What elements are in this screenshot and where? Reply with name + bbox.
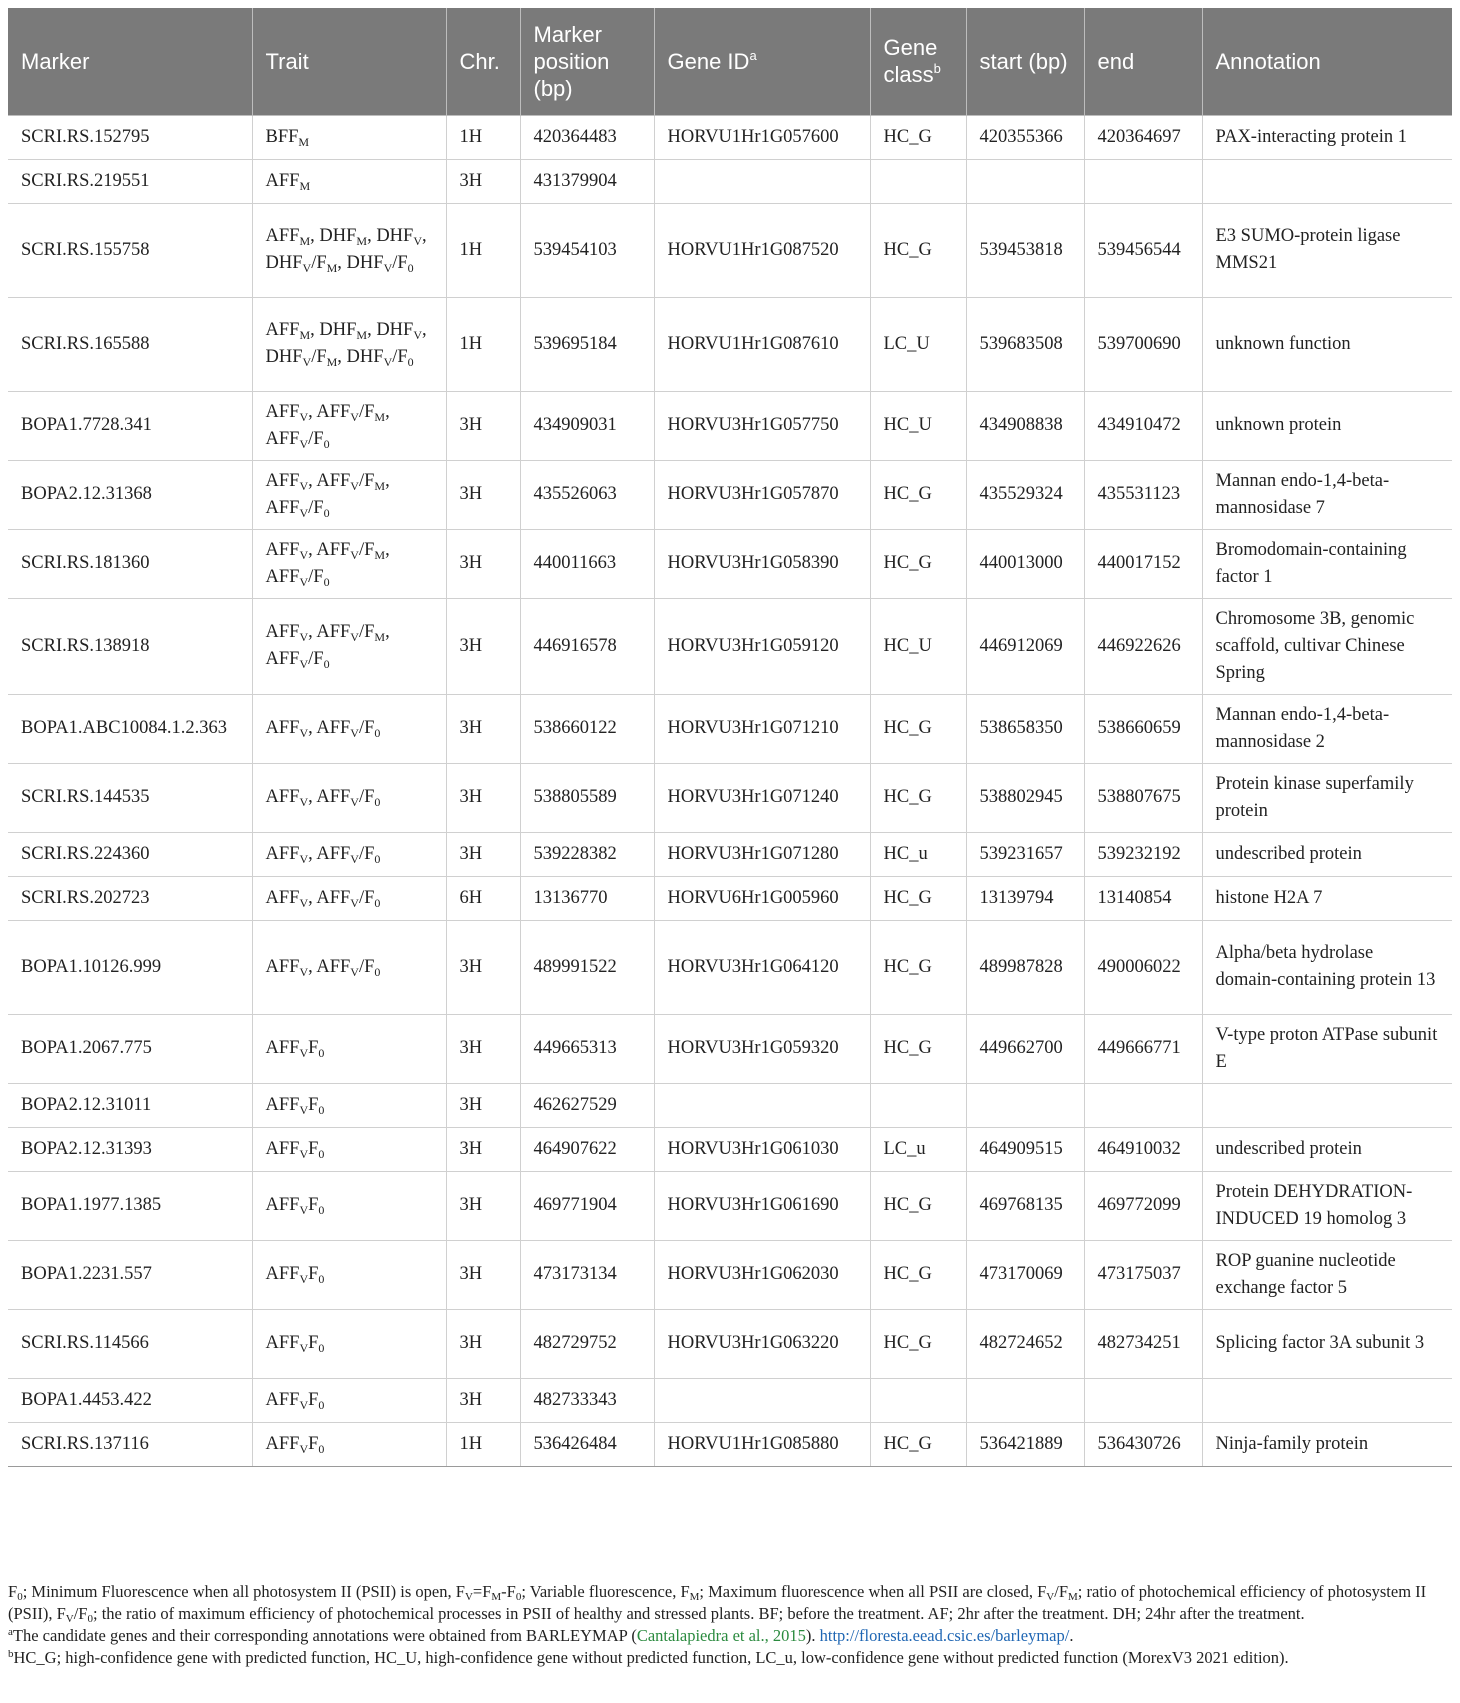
cell-end: 440017152 <box>1084 529 1202 598</box>
cell-gene-class: LC_u <box>870 1127 966 1171</box>
cell-trait: $AFF_V$, $AFF_V/F_0$ <box>252 876 446 920</box>
cell-start: 482724652 <box>966 1309 1084 1378</box>
cell-gene-id: HORVU3Hr1G059120 <box>654 598 870 694</box>
cell-trait: $AFF_VF_0$ <box>252 1378 446 1422</box>
cell-annotation: unknown protein <box>1202 391 1452 460</box>
cell-start: 539683508 <box>966 297 1084 391</box>
cell-start: 489987828 <box>966 920 1084 1014</box>
col-header-trait: Trait <box>252 8 446 115</box>
cell-marker: BOPA1.7728.341 <box>8 391 252 460</box>
cell-annotation: Alpha/beta hydrolase domain-containing protein 13 <box>1202 920 1452 1014</box>
cell-position: 446916578 <box>520 598 654 694</box>
table-row <box>8 832 1452 876</box>
col-header-end: end <box>1084 8 1202 115</box>
cell-marker: BOPA1.2067.775 <box>8 1014 252 1083</box>
cell-annotation: undescribed protein <box>1202 832 1452 876</box>
table-row <box>8 1127 1452 1171</box>
cell-end: 538807675 <box>1084 763 1202 832</box>
cell-gene-class: HC_G <box>870 694 966 763</box>
cell-gene-class: HC_G <box>870 876 966 920</box>
cell-start: 539453818 <box>966 203 1084 297</box>
cell-gene-id: HORVU3Hr1G057750 <box>654 391 870 460</box>
cell-start <box>966 1378 1084 1422</box>
cell-end: 446922626 <box>1084 598 1202 694</box>
table-row <box>8 1083 1452 1127</box>
cell-marker: SCRI.RS.155758 <box>8 203 252 297</box>
cell-annotation <box>1202 1083 1452 1127</box>
cell-marker: SCRI.RS.219551 <box>8 159 252 203</box>
cell-start: 13139794 <box>966 876 1084 920</box>
cell-trait: $BFF_M$ <box>252 115 446 159</box>
cell-end: 536430726 <box>1084 1422 1202 1466</box>
footnote-abbreviations: $F_0$; Minimum Fluorescence when all photosystem II (PSII) is open, $F_V=F_M-F_0$; Variable fluorescence, $F_M$; Maximum fluorescence when all PSII are closed, $F_V/F_M$; ratio of photochemical efficiency of photosystem II (PSII), $F_V/F_0$; the ratio of maximum efficiency of photochemical processes in PSII of healthy and stressed plants. BF; before the treatment. AF; 2hr after the treatment. DH; 24hr after the treatment. <box>8 1582 1427 1625</box>
cell-start: 473170069 <box>966 1240 1084 1309</box>
cell-position: 431379904 <box>520 159 654 203</box>
cell-marker: SCRI.RS.165588 <box>8 297 252 391</box>
cell-end <box>1084 1378 1202 1422</box>
cell-start: 434908838 <box>966 391 1084 460</box>
cell-gene-class <box>870 1378 966 1422</box>
cell-trait: $AFF_VF_0$ <box>252 1127 446 1171</box>
cell-marker: BOPA2.12.31011 <box>8 1083 252 1127</box>
cell-gene-id: HORVU3Hr1G071240 <box>654 763 870 832</box>
cell-marker: SCRI.RS.144535 <box>8 763 252 832</box>
cell-position: 473173134 <box>520 1240 654 1309</box>
cell-marker: SCRI.RS.202723 <box>8 876 252 920</box>
cell-gene-id: HORVU1Hr1G087610 <box>654 297 870 391</box>
cell-gene-id: HORVU3Hr1G063220 <box>654 1309 870 1378</box>
cell-position: 539454103 <box>520 203 654 297</box>
cell-chr: 1H <box>446 115 520 159</box>
table-row <box>8 1014 1452 1083</box>
barleymap-url-link[interactable]: http://floresta.eead.csic.es/barleymap/ <box>819 1626 1070 1645</box>
cell-chr: 1H <box>446 1422 520 1466</box>
cell-annotation: Chromosome 3B, genomic scaffold, cultivar Chinese Spring <box>1202 598 1452 694</box>
table-row <box>8 763 1452 832</box>
cell-trait: $AFF_VF_0$ <box>252 1171 446 1240</box>
col-header-chr: Chr. <box>446 8 520 115</box>
col-header-marker-position: Marker position (bp) <box>520 8 654 115</box>
cell-annotation: PAX-interacting protein 1 <box>1202 115 1452 159</box>
cell-chr: 6H <box>446 876 520 920</box>
cell-gene-class: HC_G <box>870 529 966 598</box>
table-row <box>8 115 1452 159</box>
table-row <box>8 694 1452 763</box>
cell-gene-class: HC_G <box>870 203 966 297</box>
cell-marker: BOPA2.12.31393 <box>8 1127 252 1171</box>
cell-marker: BOPA1.ABC10084.1.2.363 <box>8 694 252 763</box>
cell-annotation: Bromodomain-containing factor 1 <box>1202 529 1452 598</box>
cell-end <box>1084 1083 1202 1127</box>
cell-gene-id <box>654 159 870 203</box>
cell-start: 440013000 <box>966 529 1084 598</box>
cell-marker: SCRI.RS.114566 <box>8 1309 252 1378</box>
cell-gene-id: HORVU3Hr1G058390 <box>654 529 870 598</box>
cell-gene-class: HC_G <box>870 460 966 529</box>
cell-gene-class: HC_u <box>870 832 966 876</box>
cell-start: 536421889 <box>966 1422 1084 1466</box>
cell-annotation: Mannan endo-1,4-beta-mannosidase 2 <box>1202 694 1452 763</box>
table-row <box>8 1378 1452 1422</box>
col-header-gene-class: Gene class$^b$ <box>870 8 966 115</box>
cell-position: 489991522 <box>520 920 654 1014</box>
cell-trait: $AFF_V$, $AFF_V/F_0$ <box>252 832 446 876</box>
cell-gene-id: HORVU3Hr1G061030 <box>654 1127 870 1171</box>
cell-end <box>1084 159 1202 203</box>
cell-annotation: histone H2A 7 <box>1202 876 1452 920</box>
table-row <box>8 598 1452 694</box>
cell-annotation: V-type proton ATPase subunit E <box>1202 1014 1452 1083</box>
cell-start: 449662700 <box>966 1014 1084 1083</box>
cell-position: 482729752 <box>520 1309 654 1378</box>
cell-chr: 3H <box>446 1240 520 1309</box>
cell-position: 539695184 <box>520 297 654 391</box>
cell-gene-class: HC_G <box>870 115 966 159</box>
cell-chr: 3H <box>446 694 520 763</box>
table-row <box>8 159 1452 203</box>
cell-end: 539700690 <box>1084 297 1202 391</box>
table-row <box>8 391 1452 460</box>
table-row <box>8 460 1452 529</box>
cell-start: 435529324 <box>966 460 1084 529</box>
cell-position: 539228382 <box>520 832 654 876</box>
cell-annotation: Ninja-family protein <box>1202 1422 1452 1466</box>
cell-annotation: unknown function <box>1202 297 1452 391</box>
cell-trait: $AFF_M$ <box>252 159 446 203</box>
cell-annotation <box>1202 159 1452 203</box>
candidate-genes-table <box>8 8 1452 1467</box>
cell-gene-id: HORVU3Hr1G064120 <box>654 920 870 1014</box>
cell-gene-id: HORVU1Hr1G085880 <box>654 1422 870 1466</box>
table-row <box>8 1171 1452 1240</box>
table-row <box>8 1240 1452 1309</box>
cell-annotation: Protein DEHYDRATION-INDUCED 19 homolog 3 <box>1202 1171 1452 1240</box>
cell-gene-class: HC_G <box>870 1240 966 1309</box>
cell-start: 538802945 <box>966 763 1084 832</box>
cell-end: 469772099 <box>1084 1171 1202 1240</box>
cell-marker: BOPA2.12.31368 <box>8 460 252 529</box>
col-header-annotation: Annotation <box>1202 8 1452 115</box>
cell-gene-class: HC_G <box>870 1171 966 1240</box>
table-row <box>8 920 1452 1014</box>
cell-chr: 3H <box>446 529 520 598</box>
cell-marker: BOPA1.10126.999 <box>8 920 252 1014</box>
table-row <box>8 297 1452 391</box>
cell-marker: SCRI.RS.138918 <box>8 598 252 694</box>
cell-marker: SCRI.RS.137116 <box>8 1422 252 1466</box>
cell-end: 482734251 <box>1084 1309 1202 1378</box>
cell-gene-class: HC_G <box>870 763 966 832</box>
cell-trait: $AFF_VF_0$ <box>252 1083 446 1127</box>
table-container <box>8 8 1452 1467</box>
footnote-a: $^a$The candidate genes and their corresponding annotations were obtained from BARLEYMAP (Cantalapiedra et al., 2015). http://floresta.eead.csic.es/barleymap/. <box>8 1626 1074 1645</box>
cell-start <box>966 1083 1084 1127</box>
table-footnotes <box>8 1581 1456 1669</box>
cell-trait: $AFF_V$, $AFF_V/F_0$ <box>252 920 446 1014</box>
cell-marker: BOPA1.4453.422 <box>8 1378 252 1422</box>
cell-chr: 3H <box>446 1083 520 1127</box>
cell-gene-id: HORVU3Hr1G061690 <box>654 1171 870 1240</box>
cell-gene-id <box>654 1378 870 1422</box>
cell-gene-id: HORVU3Hr1G059320 <box>654 1014 870 1083</box>
cell-marker: SCRI.RS.224360 <box>8 832 252 876</box>
cell-chr: 3H <box>446 832 520 876</box>
footnote-b: $^b$HC_G; high-confidence gene with predicted function, HC_U, high-confidence gene without predicted function, LC_u, low-confidence gene without predicted function (MorexV3 2021 edition). <box>8 1648 1289 1667</box>
cell-annotation: Mannan endo-1,4-beta-mannosidase 7 <box>1202 460 1452 529</box>
cell-trait: $AFF_M$, $DHF_M$, $DHF_V$, $DHF_V/F_M$, $DHF_V/F_0$ <box>252 297 446 391</box>
cell-position: 469771904 <box>520 1171 654 1240</box>
table-header <box>8 8 1452 115</box>
cell-gene-class: HC_U <box>870 598 966 694</box>
cell-end: 473175037 <box>1084 1240 1202 1309</box>
cell-trait: $AFF_VF_0$ <box>252 1422 446 1466</box>
cell-annotation: Protein kinase superfamily protein <box>1202 763 1452 832</box>
cell-position: 538660122 <box>520 694 654 763</box>
cell-marker: SCRI.RS.152795 <box>8 115 252 159</box>
cell-trait: $AFF_M$, $DHF_M$, $DHF_V$, $DHF_V/F_M$, $DHF_V/F_0$ <box>252 203 446 297</box>
cell-annotation: Splicing factor 3A subunit 3 <box>1202 1309 1452 1378</box>
cell-gene-id: HORVU3Hr1G062030 <box>654 1240 870 1309</box>
cell-end: 13140854 <box>1084 876 1202 920</box>
cell-trait: $AFF_V$, $AFF_V/F_0$ <box>252 763 446 832</box>
cell-start: 446912069 <box>966 598 1084 694</box>
cell-chr: 3H <box>446 763 520 832</box>
cell-start: 538658350 <box>966 694 1084 763</box>
cell-end: 539456544 <box>1084 203 1202 297</box>
cell-position: 462627529 <box>520 1083 654 1127</box>
cell-gene-class: HC_G <box>870 1422 966 1466</box>
cell-end: 539232192 <box>1084 832 1202 876</box>
col-header-gene-id: Gene $ID^a$ <box>654 8 870 115</box>
cell-end: 490006022 <box>1084 920 1202 1014</box>
cell-chr: 3H <box>446 1309 520 1378</box>
cell-chr: 3H <box>446 460 520 529</box>
cell-gene-id: HORVU3Hr1G057870 <box>654 460 870 529</box>
cell-gene-id: HORVU3Hr1G071280 <box>654 832 870 876</box>
table-row <box>8 203 1452 297</box>
table-row <box>8 1422 1452 1466</box>
cell-chr: 3H <box>446 391 520 460</box>
table-row <box>8 1309 1452 1378</box>
cell-gene-id: HORVU6Hr1G005960 <box>654 876 870 920</box>
col-header-marker: Marker <box>8 8 252 115</box>
cell-position: 434909031 <box>520 391 654 460</box>
cell-position: 13136770 <box>520 876 654 920</box>
cell-trait: $AFF_VF_0$ <box>252 1240 446 1309</box>
cell-marker: BOPA1.2231.557 <box>8 1240 252 1309</box>
cell-marker: SCRI.RS.181360 <box>8 529 252 598</box>
cell-start <box>966 159 1084 203</box>
cell-position: 440011663 <box>520 529 654 598</box>
cell-chr: 3H <box>446 159 520 203</box>
cell-annotation: E3 SUMO-protein ligase MMS21 <box>1202 203 1452 297</box>
cell-end: 538660659 <box>1084 694 1202 763</box>
cell-end: 420364697 <box>1084 115 1202 159</box>
cell-marker: BOPA1.1977.1385 <box>8 1171 252 1240</box>
col-header-start: start (bp) <box>966 8 1084 115</box>
cell-position: 420364483 <box>520 115 654 159</box>
cell-position: 536426484 <box>520 1422 654 1466</box>
cell-gene-class: HC_G <box>870 920 966 1014</box>
cell-start: 469768135 <box>966 1171 1084 1240</box>
table-body <box>8 115 1452 1466</box>
cell-annotation <box>1202 1378 1452 1422</box>
cell-trait: $AFF_V$, $AFF_V/F_M$, $AFF_V/F_0$ <box>252 598 446 694</box>
cell-gene-id <box>654 1083 870 1127</box>
cell-chr: 1H <box>446 297 520 391</box>
cell-chr: 3H <box>446 920 520 1014</box>
cell-chr: 3H <box>446 1014 520 1083</box>
cell-end: 435531123 <box>1084 460 1202 529</box>
cell-end: 449666771 <box>1084 1014 1202 1083</box>
cell-trait: $AFF_V$, $AFF_V/F_M$, $AFF_V/F_0$ <box>252 529 446 598</box>
cell-gene-class <box>870 159 966 203</box>
cell-chr: 3H <box>446 1127 520 1171</box>
citation-link[interactable]: Cantalapiedra et al., 2015 <box>636 1626 806 1645</box>
cell-start: 539231657 <box>966 832 1084 876</box>
cell-chr: 3H <box>446 1171 520 1240</box>
cell-position: 435526063 <box>520 460 654 529</box>
cell-start: 464909515 <box>966 1127 1084 1171</box>
cell-position: 482733343 <box>520 1378 654 1422</box>
cell-chr: 1H <box>446 203 520 297</box>
cell-annotation: ROP guanine nucleotide exchange factor 5 <box>1202 1240 1452 1309</box>
cell-trait: $AFF_V$, $AFF_V/F_M$, $AFF_V/F_0$ <box>252 391 446 460</box>
cell-trait: $AFF_VF_0$ <box>252 1309 446 1378</box>
cell-trait: $AFF_V$, $AFF_V/F_0$ <box>252 694 446 763</box>
cell-chr: 3H <box>446 1378 520 1422</box>
cell-gene-id: HORVU1Hr1G057600 <box>654 115 870 159</box>
cell-trait: $AFF_V$, $AFF_V/F_M$, $AFF_V/F_0$ <box>252 460 446 529</box>
cell-gene-class <box>870 1083 966 1127</box>
table-row <box>8 876 1452 920</box>
cell-position: 449665313 <box>520 1014 654 1083</box>
cell-annotation: undescribed protein <box>1202 1127 1452 1171</box>
cell-gene-class: HC_G <box>870 1309 966 1378</box>
cell-end: 464910032 <box>1084 1127 1202 1171</box>
cell-end: 434910472 <box>1084 391 1202 460</box>
cell-trait: $AFF_VF_0$ <box>252 1014 446 1083</box>
table-row <box>8 529 1452 598</box>
cell-position: 464907622 <box>520 1127 654 1171</box>
cell-start: 420355366 <box>966 115 1084 159</box>
cell-gene-class: HC_U <box>870 391 966 460</box>
cell-gene-class: HC_G <box>870 1014 966 1083</box>
cell-gene-class: LC_U <box>870 297 966 391</box>
cell-gene-id: HORVU1Hr1G087520 <box>654 203 870 297</box>
cell-gene-id: HORVU3Hr1G071210 <box>654 694 870 763</box>
cell-chr: 3H <box>446 598 520 694</box>
cell-position: 538805589 <box>520 763 654 832</box>
